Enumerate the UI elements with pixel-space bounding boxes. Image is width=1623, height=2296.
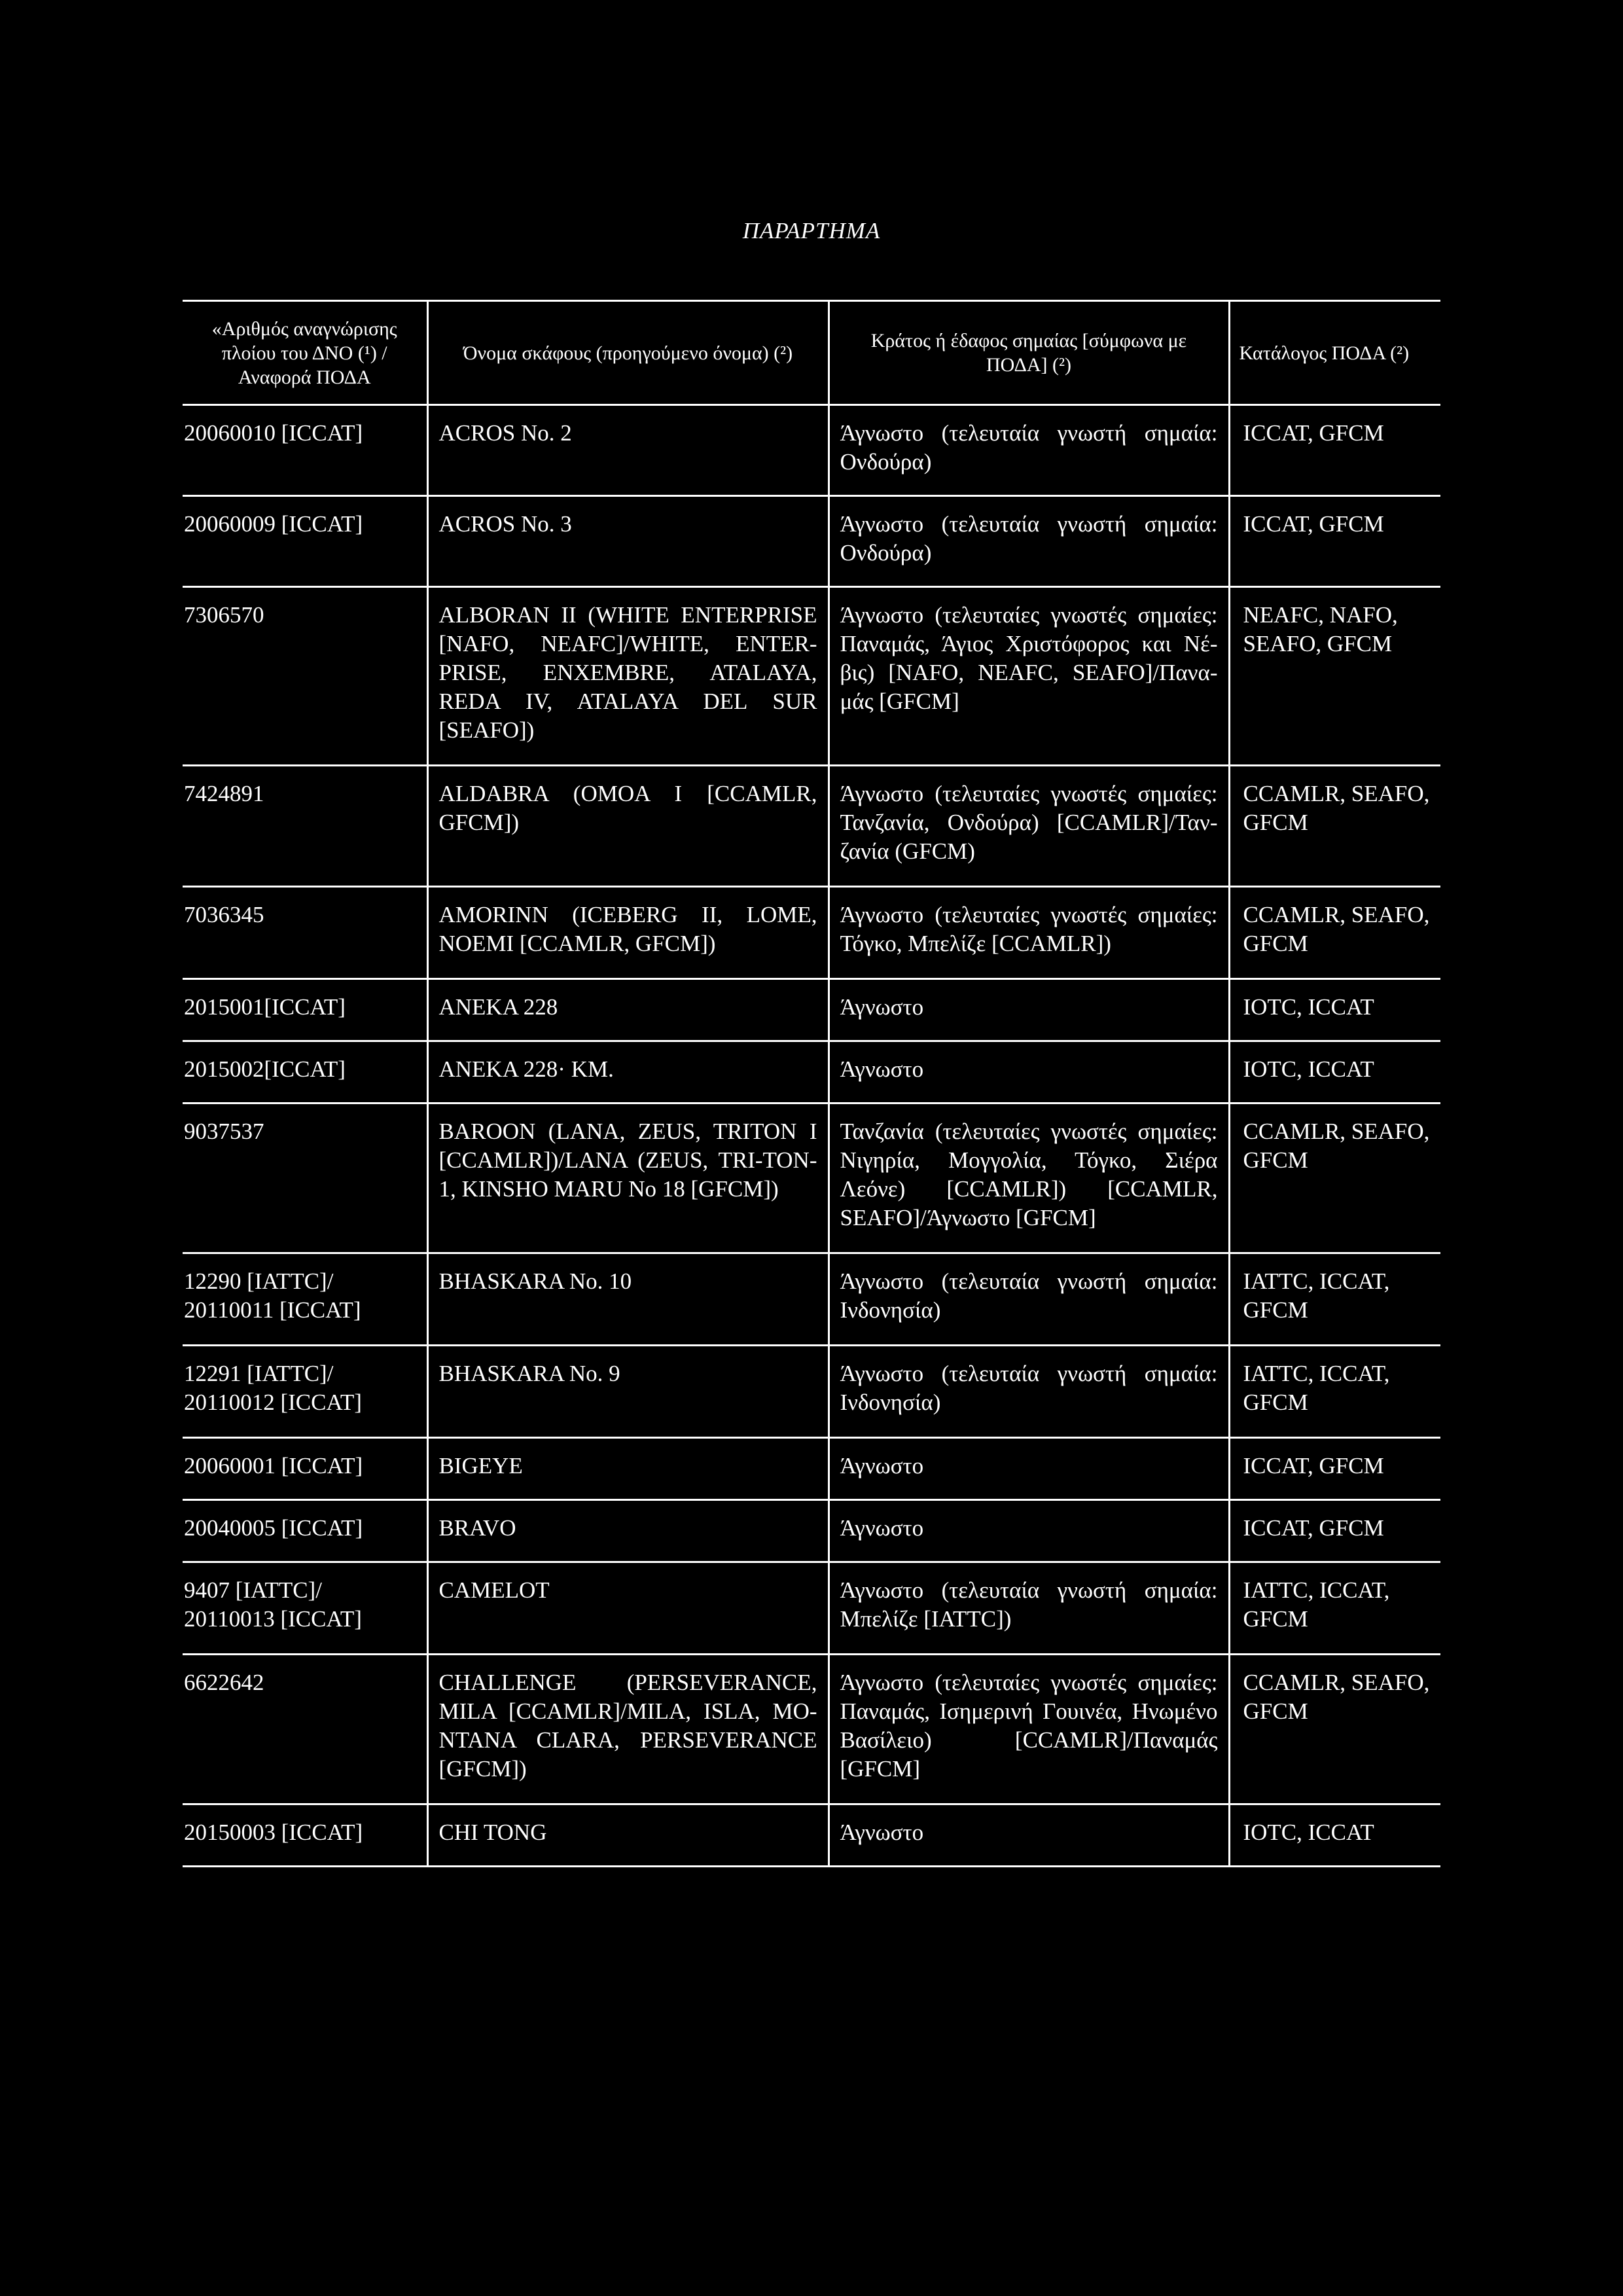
table-row	[183, 1438, 1440, 1500]
cell-flag-state: Άγνωστο (τελευταία γνωστή σημαία: Ονδούρα)	[829, 405, 1229, 496]
cell-flag-state: Άγνωστο (τελευταία γνωστή σημαία: Ινδονησία)	[829, 1346, 1229, 1438]
cell-vessel-name: ANEKA 228	[427, 979, 829, 1041]
vessel-table	[183, 300, 1440, 1867]
table-row	[183, 1041, 1440, 1103]
cell-vessel-id: 20060009 [ICCAT]	[183, 496, 427, 587]
header-vessel-name: Όνομα σκάφους (προηγούμενο όνομα) (²)	[427, 301, 829, 405]
cell-vessel-name: BRAVO	[427, 1500, 829, 1562]
cell-vessel-name: ANEKA 228· KM.	[427, 1041, 829, 1103]
page-title: ΠΑΡΑΡΤΗΜΑ	[742, 218, 881, 243]
header-vessel-id: «Αριθμός αναγνώρισης πλοίου του ΔΝΟ (¹) / Αναφορά ΠΟΔΑ	[183, 301, 427, 405]
cell-vessel-id: 7306570	[183, 587, 427, 766]
cell-flag-state: Τανζανία (τελευταίες γνωστές σημαίες: Νιγηρία, Μογγολία, Τόγκο, Σιέρα Λεόνε) [CCAMLR]) [CCAMLR, SEAFO]/Άγνωστο [GFCM]	[829, 1103, 1229, 1253]
cell-vessel-id: 20060010 [ICCAT]	[183, 405, 427, 496]
cell-flag-state: Άγνωστο	[829, 1500, 1229, 1562]
table-row	[183, 1500, 1440, 1562]
table-row	[183, 587, 1440, 766]
cell-flag-state: Άγνωστο (τελευταία γνωστή σημαία: Ινδονησία)	[829, 1253, 1229, 1346]
cell-vessel-name: BHASKARA No. 10	[427, 1253, 829, 1346]
cell-vessel-name: BIGEYE	[427, 1438, 829, 1500]
cell-rfmo-list: NEAFC, NAFO, SEAFO, GFCM	[1229, 587, 1440, 766]
table-row	[183, 766, 1440, 887]
cell-rfmo-list: CCAMLR, SEAFO, GFCM	[1229, 766, 1440, 887]
cell-rfmo-list: CCAMLR, SEAFO, GFCM	[1229, 1655, 1440, 1804]
table-row	[183, 1804, 1440, 1867]
cell-vessel-name: ACROS No. 3	[427, 496, 829, 587]
cell-flag-state: Άγνωστο (τελευταία γνωστή σημαία: Ονδούρα)	[829, 496, 1229, 587]
header-rfmo-list: Κατάλογος ΠΟΔΑ (²)	[1229, 301, 1440, 405]
cell-vessel-id: 20040005 [ICCAT]	[183, 1500, 427, 1562]
table-row	[183, 496, 1440, 587]
table-row	[183, 1103, 1440, 1253]
cell-rfmo-list: ICCAT, GFCM	[1229, 496, 1440, 587]
cell-vessel-id: 20150003 [ICCAT]	[183, 1804, 427, 1867]
cell-vessel-id: 2015002[ICCAT]	[183, 1041, 427, 1103]
cell-vessel-id: 2015001[ICCAT]	[183, 979, 427, 1041]
cell-vessel-name: CHI TONG	[427, 1804, 829, 1867]
cell-vessel-name: ALDABRA (OMOA I [CCAMLR, GFCM])	[427, 766, 829, 887]
cell-flag-state: Άγνωστο	[829, 1804, 1229, 1867]
cell-flag-state: Άγνωστο (τελευταίες γνωστές σημαίες: Παναμάς, Άγιος Χριστόφορος και Νέ-βις) [NAFO, NEAFC, SEAFO]/Πανα-μάς [GFCM]	[829, 587, 1229, 766]
table-row	[183, 1562, 1440, 1655]
cell-flag-state: Άγνωστο (τελευταίες γνωστές σημαίες: Παναμάς, Ισημερινή Γουινέα, Ηνωμένο Βασίλειο) [CCAMLR]/Παναμάς [GFCM]	[829, 1655, 1229, 1804]
cell-vessel-id: 12290 [IATTC]/ 20110011 [ICCAT]	[183, 1253, 427, 1346]
table-row	[183, 1346, 1440, 1438]
cell-flag-state: Άγνωστο	[829, 979, 1229, 1041]
cell-vessel-id: 6622642	[183, 1655, 427, 1804]
cell-flag-state: Άγνωστο	[829, 1438, 1229, 1500]
table-row	[183, 1655, 1440, 1804]
cell-rfmo-list: IOTC, ICCAT	[1229, 979, 1440, 1041]
cell-rfmo-list: IATTC, ICCAT, GFCM	[1229, 1346, 1440, 1438]
table-row	[183, 887, 1440, 979]
table-row	[183, 405, 1440, 496]
cell-vessel-id: 7424891	[183, 766, 427, 887]
cell-vessel-id: 9037537	[183, 1103, 427, 1253]
cell-vessel-name: ACROS No. 2	[427, 405, 829, 496]
cell-rfmo-list: CCAMLR, SEAFO, GFCM	[1229, 887, 1440, 979]
cell-vessel-name: BHASKARA No. 9	[427, 1346, 829, 1438]
cell-vessel-name: CAMELOT	[427, 1562, 829, 1655]
cell-flag-state: Άγνωστο	[829, 1041, 1229, 1103]
table-row	[183, 1253, 1440, 1346]
cell-rfmo-list: IOTC, ICCAT	[1229, 1804, 1440, 1867]
cell-vessel-id: 12291 [IATTC]/ 20110012 [ICCAT]	[183, 1346, 427, 1438]
cell-rfmo-list: IOTC, ICCAT	[1229, 1041, 1440, 1103]
cell-vessel-name: ALBORAN II (WHITE ENTERPRISE [NAFO, NEAFC]/WHITE, ENTER-PRISE, ENXEMBRE, ATALAYA, REDA IV, ATALAYA DEL SUR [SEAFO])	[427, 587, 829, 766]
cell-rfmo-list: ICCAT, GFCM	[1229, 405, 1440, 496]
header-flag-state: Κράτος ή έδαφος σημαίας [σύμφωνα με ΠΟΔΑ] (²)	[829, 301, 1229, 405]
table-row	[183, 979, 1440, 1041]
table-header-row	[183, 301, 1440, 405]
cell-rfmo-list: IATTC, ICCAT, GFCM	[1229, 1562, 1440, 1655]
cell-rfmo-list: ICCAT, GFCM	[1229, 1500, 1440, 1562]
cell-flag-state: Άγνωστο (τελευταία γνωστή σημαία: Μπελίζε [IATTC])	[829, 1562, 1229, 1655]
cell-rfmo-list: IATTC, ICCAT, GFCM	[1229, 1253, 1440, 1346]
cell-vessel-name: CHALLENGE (PERSEVERANCE, MILA [CCAMLR]/MILA, ISLA, MO-NTANA CLARA, PERSEVERANCE [GFCM])	[427, 1655, 829, 1804]
cell-vessel-name: AMORINN (ICEBERG II, LOME, NOEMI [CCAMLR, GFCM])	[427, 887, 829, 979]
cell-rfmo-list: ICCAT, GFCM	[1229, 1438, 1440, 1500]
cell-vessel-name: BAROON (LANA, ZEUS, TRITON I [CCAMLR])/LANA (ZEUS, TRI-TON-1, KINSHO MARU No 18 [GFCM])	[427, 1103, 829, 1253]
cell-flag-state: Άγνωστο (τελευταίες γνωστές σημαίες: Τόγκο, Μπελίζε [CCAMLR])	[829, 887, 1229, 979]
cell-vessel-id: 7036345	[183, 887, 427, 979]
cell-vessel-id: 20060001 [ICCAT]	[183, 1438, 427, 1500]
cell-rfmo-list: CCAMLR, SEAFO, GFCM	[1229, 1103, 1440, 1253]
cell-vessel-id: 9407 [IATTC]/ 20110013 [ICCAT]	[183, 1562, 427, 1655]
cell-flag-state: Άγνωστο (τελευταίες γνωστές σημαίες: Τανζανία, Ονδούρα) [CCAMLR]/Ταν-ζανία (GFCM)	[829, 766, 1229, 887]
